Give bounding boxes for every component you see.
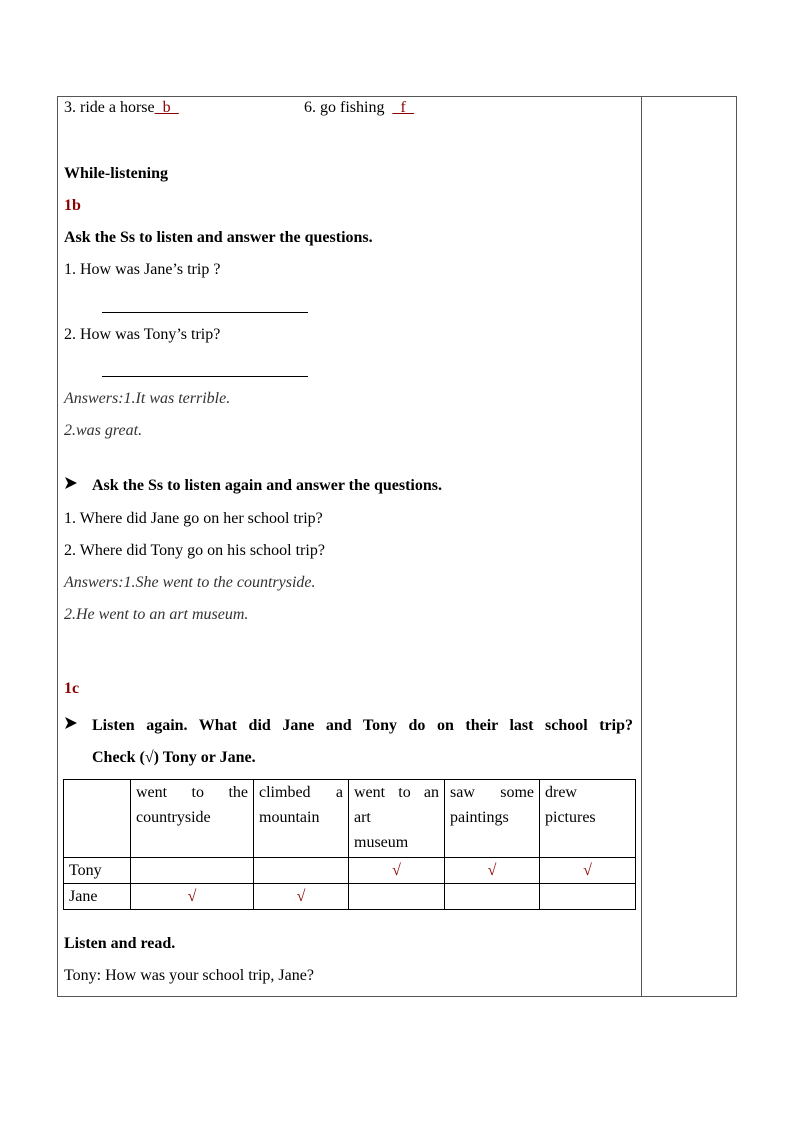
answers-again-line1: Answers:1.She went to the countryside. (64, 574, 316, 591)
item3-answer: _b_ (154, 99, 179, 116)
instruction-listen-again: Ask the Ss to listen again and answer the questions. (92, 477, 442, 494)
row-label-tony: Tony (64, 858, 131, 884)
header-paintings: saw some paintings (445, 780, 540, 858)
item-go-fishing (304, 98, 414, 118)
question-jane-trip: 1. How was Jane’s trip ? (64, 261, 221, 278)
table-row (64, 884, 636, 910)
arrow-bullet-icon (64, 716, 78, 735)
check-cell: √ (349, 858, 445, 884)
dialogue-line-1: Tony: How was your school trip, Jane? (64, 967, 314, 984)
section-1c-label: 1c (64, 680, 80, 697)
check-cell (254, 858, 349, 884)
instruction-1c-line1: Listen again. What did Jane and Tony do on their last school trip? (92, 717, 633, 734)
header-mountain: climbed a mountain (254, 780, 349, 858)
check-table (63, 779, 636, 910)
check-cell: √ (254, 884, 349, 910)
question-where-tony: 2. Where did Tony go on his school trip? (64, 542, 325, 559)
column-divider (641, 96, 642, 997)
arrow-bullet-icon (64, 476, 78, 495)
check-cell: √ (445, 858, 540, 884)
table-row (64, 858, 636, 884)
item3-text: 3. ride a horse (64, 99, 155, 116)
instruction-1b: Ask the Ss to listen and answer the questions. (64, 229, 373, 246)
answer-blank-2 (102, 376, 308, 377)
answers-1b-line2: 2.was great. (64, 422, 143, 439)
question-tony-trip: 2. How was Tony’s trip? (64, 326, 221, 343)
instruction-1c-line2: Check (√) Tony or Jane. (92, 749, 256, 766)
while-listening-heading: While-listening (64, 165, 169, 182)
header-empty (64, 780, 131, 858)
header-pictures: drew pictures (540, 780, 636, 858)
listen-read-heading: Listen and read. (64, 935, 176, 952)
item6-answer: _f_ (392, 99, 414, 116)
section-1b-label: 1b (64, 197, 81, 214)
check-cell (349, 884, 445, 910)
check-cell: √ (540, 858, 636, 884)
answers-again-line2: 2.He went to an art museum. (64, 606, 249, 623)
item-ride-horse (64, 98, 179, 118)
item6-text: 6. go fishing (304, 99, 385, 116)
check-cell: √ (131, 884, 254, 910)
answers-1b-line1: Answers:1.It was terrible. (64, 390, 231, 407)
answer-blank-1 (102, 312, 308, 313)
header-countryside: went to the countryside (131, 780, 254, 858)
header-art-museum: went to an art museum (349, 780, 445, 858)
table-header-row (64, 780, 636, 858)
row-label-jane: Jane (64, 884, 131, 910)
question-where-jane: 1. Where did Jane go on her school trip? (64, 510, 323, 527)
check-cell (540, 884, 636, 910)
check-cell (131, 858, 254, 884)
check-cell (445, 884, 540, 910)
